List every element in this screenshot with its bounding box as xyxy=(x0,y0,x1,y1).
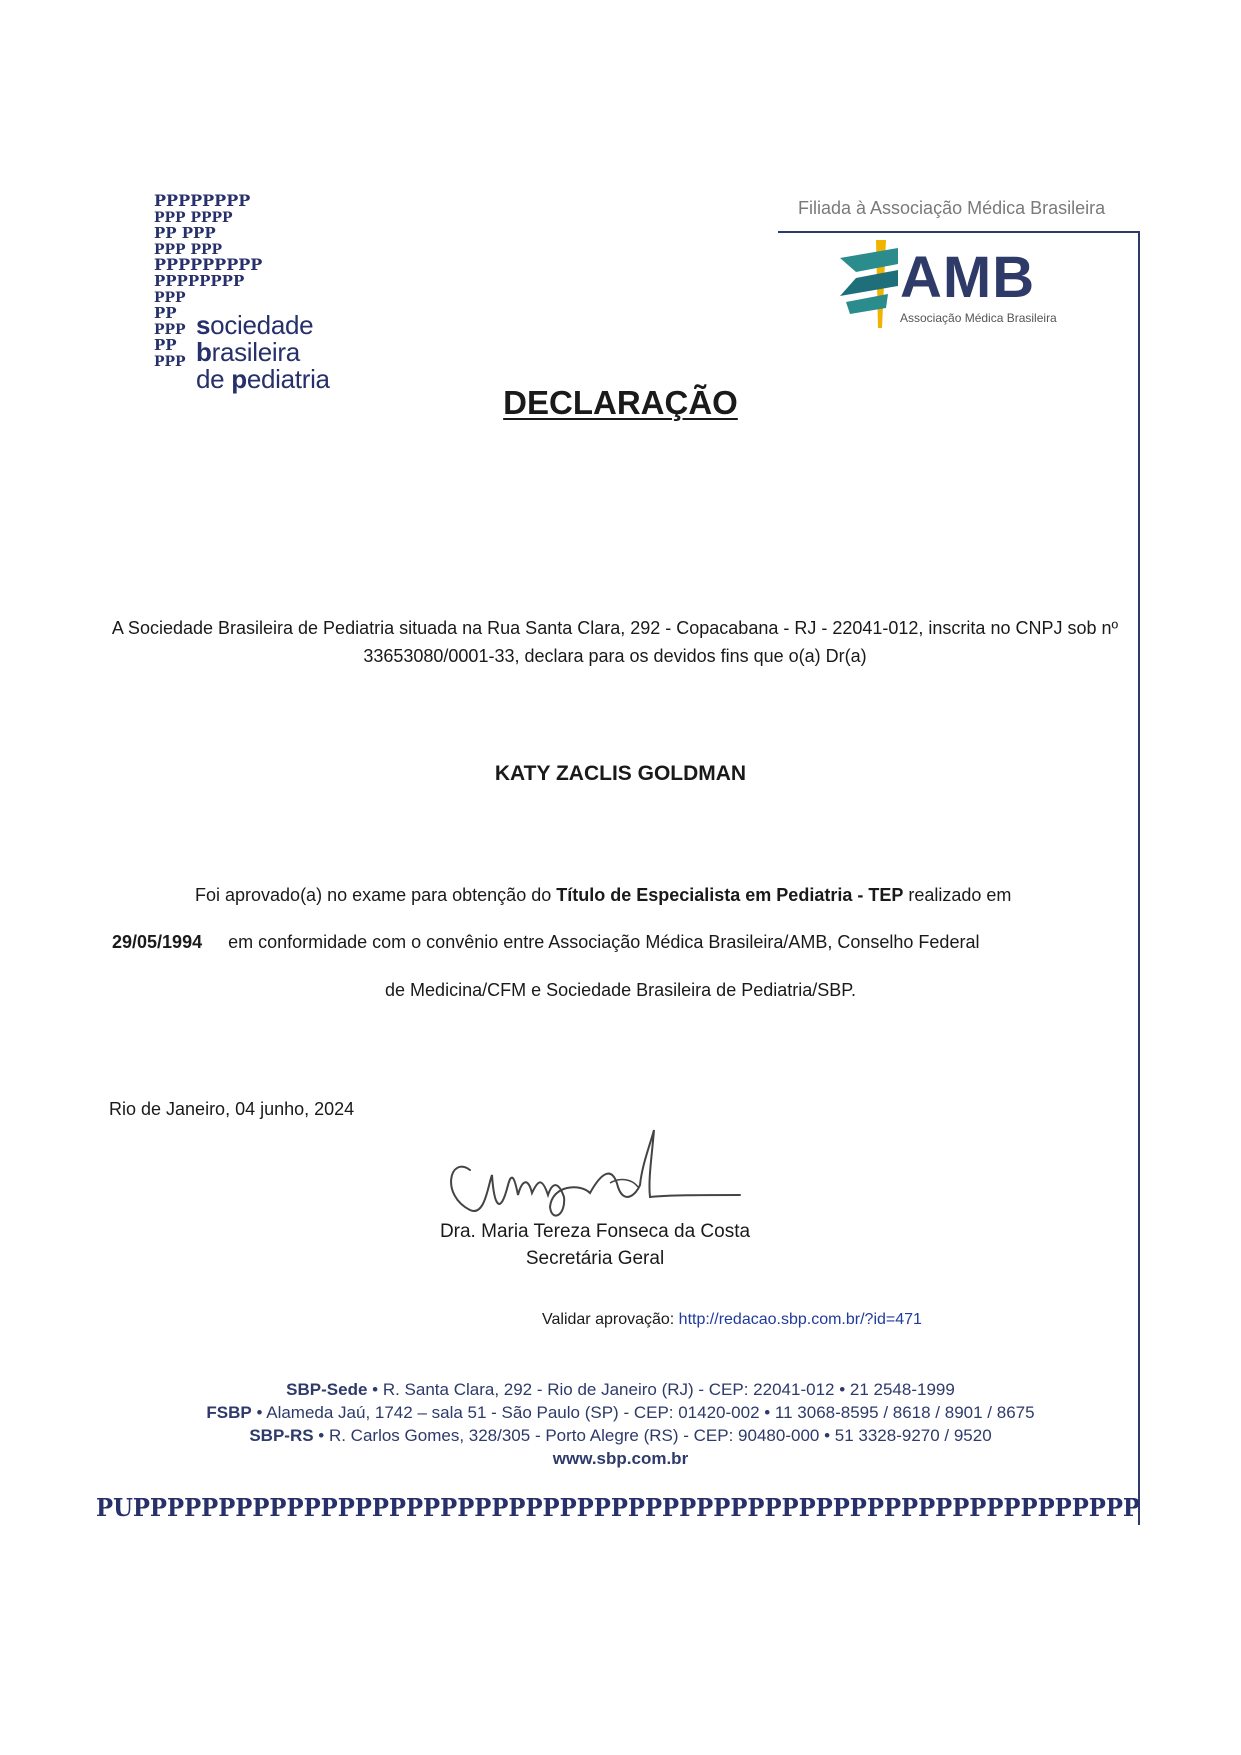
svg-text:PPPPPPPPP: PPPPPPPPP xyxy=(154,255,263,274)
intro-line-2: 33653080/0001-33, declara para os devidos fins que o(a) Dr(a) xyxy=(363,646,867,666)
intro-line-1: A Sociedade Brasileira de Pediatria situada na Rua Santa Clara, 292 - Copacabana - RJ - 22041-012, inscrita no CNPJ sob nº xyxy=(111,618,1119,638)
sbp-logo-line-1: sociedade xyxy=(196,310,314,340)
frame-top-line xyxy=(778,231,1140,233)
svg-text:PP PPP: PP PPP xyxy=(154,224,216,242)
sbp-logo-line-2: brasileira xyxy=(196,337,300,367)
validation-line: Validar aprovação: http://redacao.sbp.com.br/?id=471 xyxy=(542,1311,922,1328)
tep-title: Título de Especialista em Pediatria - TEP xyxy=(556,885,904,905)
sbp-pattern-strip xyxy=(96,1489,1140,1525)
footer-website: www.sbp.com.br xyxy=(552,1449,689,1468)
sbp-logo-line-3: de pediatria xyxy=(196,364,330,394)
svg-text:PPP: PPP xyxy=(154,322,186,338)
intro-paragraph xyxy=(90,617,1140,673)
place-and-date: Rio de Janeiro, 04 junho, 2024 xyxy=(109,1099,355,1119)
svg-text:PUPPPPPPPPPPPPPPPPPPPPPPPPPPPP: PUPPPPPPPPPPPPPPPPPPPPPPPPPPPPPPPPPPPPPPPPPPPPPPPPPPPPPPPPPPP xyxy=(96,1493,1140,1522)
exam-date: 29/05/1994 xyxy=(112,932,203,952)
svg-text:PP: PP xyxy=(154,336,177,354)
footer-addresses xyxy=(0,1378,1241,1470)
svg-text:PPP PPP: PPP PPP xyxy=(154,242,223,258)
svg-text:PPP: PPP xyxy=(154,290,186,306)
sbp-logo-text xyxy=(196,312,330,393)
signer-block xyxy=(430,1218,760,1272)
svg-text:PPPPPPPP: PPPPPPPP xyxy=(154,272,245,290)
conformity-line-2: de Medicina/CFM e Sociedade Brasileira de Pediatria/SBP. xyxy=(385,980,856,1000)
svg-text:PPPPPPPP: PPPPPPPP xyxy=(154,192,251,210)
amb-affiliation-text: Filiada à Associação Médica Brasileira xyxy=(798,198,1106,218)
conformity-line: 29/05/1994 em conformidade com o convênio entre Associação Médica Brasileira/AMB, Conselho Federal xyxy=(112,932,980,952)
amb-wordmark: AMB xyxy=(900,245,1036,310)
amb-subtitle: Associação Médica Brasileira xyxy=(900,311,1057,325)
frame-right-line xyxy=(1138,231,1140,1525)
signer-role: Secretária Geral xyxy=(525,1248,665,1269)
footer-line-fsbp: FSBP • Alameda Jaú, 1742 – sala 51 - São Paulo (SP) - CEP: 01420-002 • 11 3068-8595 / 8618 / 8901 / 8675 xyxy=(206,1403,1035,1422)
signer-name: Dra. Maria Tereza Fonseca da Costa xyxy=(439,1221,751,1242)
svg-text:PPP PPPP: PPP PPPP xyxy=(154,210,233,226)
approval-line: Foi aprovado(a) no exame para obtenção do Título de Especialista em Pediatria - TEP realizado em xyxy=(195,885,1012,905)
document-title: DECLARAÇÃO xyxy=(503,384,738,421)
svg-text:PPP: PPP xyxy=(154,354,186,370)
footer-line-sede: SBP-Sede • R. Santa Clara, 292 - Rio de Janeiro (RJ) - CEP: 22041-012 • 21 2548-1999 xyxy=(286,1380,955,1399)
signature-image xyxy=(440,1125,760,1225)
footer-line-rs: SBP-RS • R. Carlos Gomes, 328/305 - Porto Alegre (RS) - CEP: 90480-000 • 51 3328-9270 / 9520 xyxy=(249,1426,992,1445)
doctor-name: KATY ZACLIS GOLDMAN xyxy=(494,762,747,785)
validation-link[interactable]: http://redacao.sbp.com.br/?id=471 xyxy=(678,1311,922,1328)
svg-text:PP: PP xyxy=(154,304,177,322)
